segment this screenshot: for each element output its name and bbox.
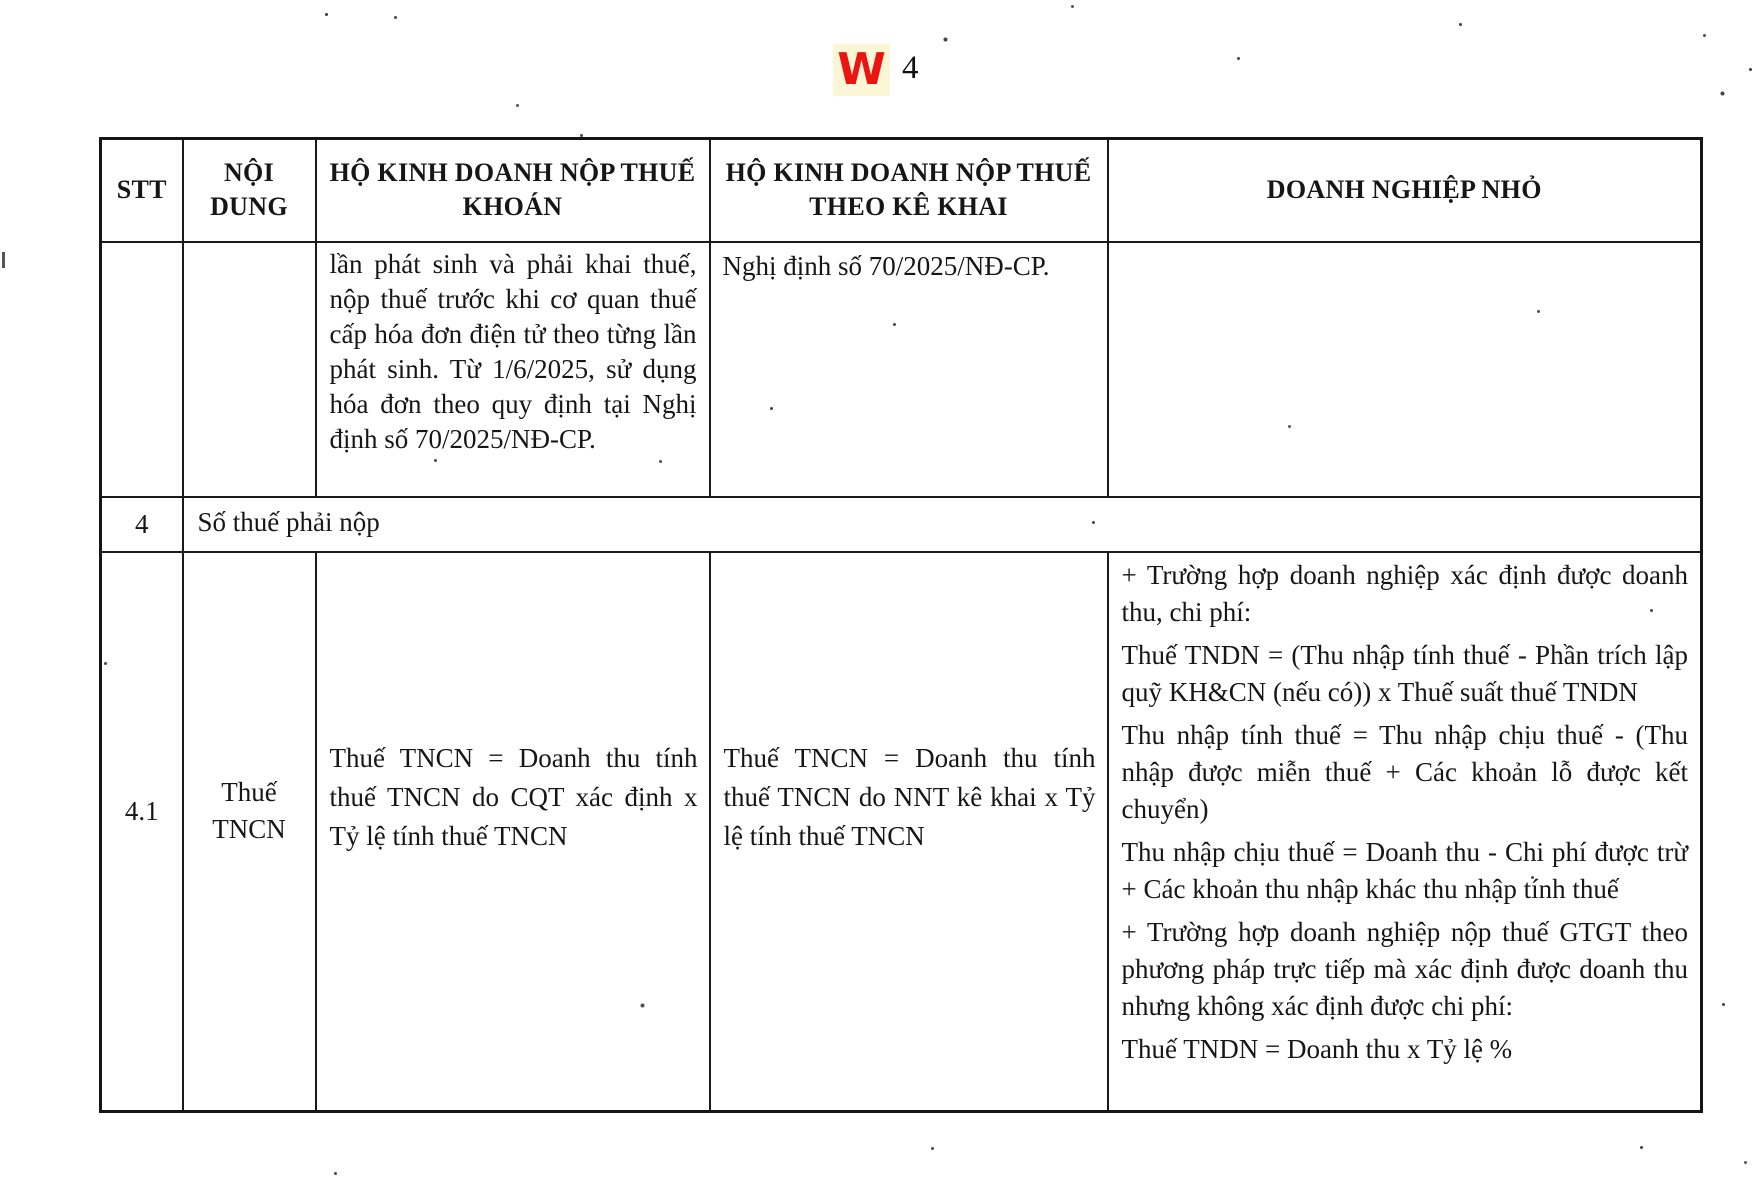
table-row-4-1 xyxy=(101,552,1702,1112)
table-row-4 xyxy=(101,497,1702,552)
row4-section-title: Số thuế phải nộp xyxy=(183,497,1702,552)
dnn-paragraph-tndn-ratio-formula: Thuế TNDN = Doanh thu x Tỷ lệ % xyxy=(1121,1033,1513,1064)
row41-khoan-formula: Thuế TNCN = Doanh thu tính thuế TNCN do CQT xác định x Tỷ lệ tính thuế TNCN xyxy=(316,552,710,1112)
header-noi-dung: NỘI DUNG xyxy=(183,139,316,242)
continuation-dnn-empty-cell xyxy=(1108,242,1702,497)
row41-noi-dung: Thuế TNCN xyxy=(183,552,316,1112)
dnn-paragraph-case2: + Trường hợp doanh nghiệp nộp thuế GTGT theo phương pháp trực tiếp mà xác định được doanh thu nhưng không xác định được chi phí: xyxy=(1121,916,1688,1021)
dnn-paragraph-thu-nhap-tinh-thue: Thu nhập tính thuế = Thu nhập chịu thuế - (Thu nhập được miễn thuế + Các khoản lỗ được kết chuyển) xyxy=(1121,719,1688,824)
continuation-stt-empty-cell xyxy=(101,242,183,497)
header-ho-kinh-doanh-khoan: HỘ KINH DOANH NỘP THUẾ KHOÁN xyxy=(316,139,710,242)
dnn-paragraph-thu-nhap-chiu-thue: Thu nhập chịu thuế = Doanh thu - Chi phí được trừ + Các khoản thu nhập khác thu nhập tính thuế xyxy=(1121,836,1688,904)
page-number: 4 xyxy=(902,50,919,86)
table-row-continuation xyxy=(101,242,1702,497)
dnn-paragraph-tndn-formula: Thuế TNDN = (Thu nhập tính thuế - Phần trích lập quỹ KH&CN (nếu có)) x Thuế suất thuế TNDN xyxy=(1121,639,1688,707)
header-ho-kinh-doanh-ke-khai: HỘ KINH DOANH NỘP THUẾ THEO KÊ KHAI xyxy=(710,139,1108,242)
row4-stt: 4 xyxy=(101,497,183,552)
header-doanh-nghiep-nho: DOANH NGHIỆP NHỎ xyxy=(1108,139,1702,242)
row41-kekhai-formula: Thuế TNCN = Doanh thu tính thuế TNCN do NNT kê khai x Tỷ lệ tính thuế TNCN xyxy=(710,552,1108,1112)
table-header-row xyxy=(101,139,1702,242)
continuation-khoan-text: lần phát sinh và phải khai thuế, nộp thuế trước khi cơ quan thuế cấp hóa đơn điện tử theo từng lần phát sinh. Từ 1/6/2025, sử dụng hóa đơn theo quy định tại Nghị định số 70/2025/NĐ-CP. xyxy=(316,242,710,497)
continuation-noidung-empty-cell xyxy=(183,242,316,497)
watermark-w: W xyxy=(833,44,890,96)
scan-noise-dots xyxy=(325,13,328,16)
scan-noise-edge-marks xyxy=(2,252,5,268)
row41-dnn-cell xyxy=(1108,552,1702,1112)
dnn-paragraph-case1: + Trường hợp doanh nghiệp xác định được doanh thu, chi phí: xyxy=(1121,559,1688,627)
continuation-kekhai-text: Nghị định số 70/2025/NĐ-CP. xyxy=(710,242,1108,497)
row41-stt: 4.1 xyxy=(101,552,183,1112)
header-stt: STT xyxy=(101,139,183,242)
page-header-marks xyxy=(833,44,919,96)
tax-comparison-table xyxy=(99,137,1703,1113)
